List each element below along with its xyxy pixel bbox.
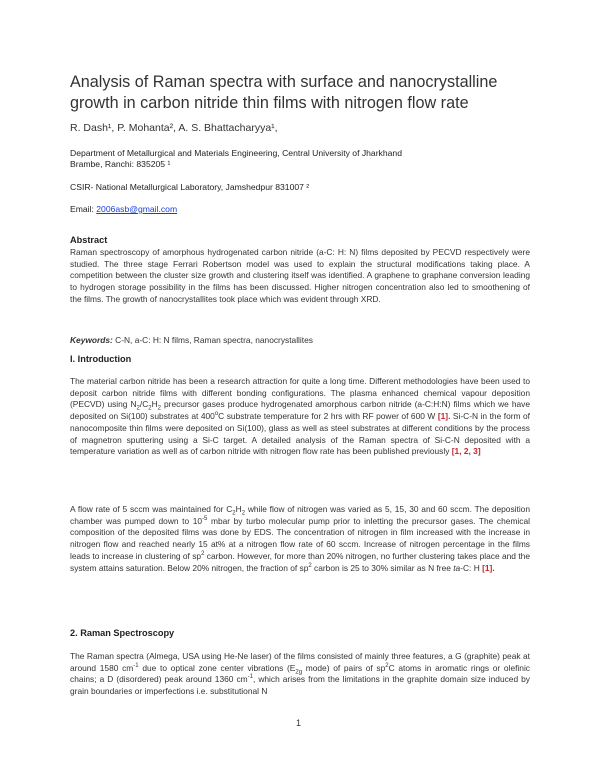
citation-1-2-3[interactable]: [1, 2, 3] <box>451 446 481 457</box>
keywords-label: Keywords: <box>70 335 113 345</box>
raman-paragraph: The Raman spectra (Almega, USA using He-Ne laser) of the films consisted of mainly three features, a G (graphite) peak at around 1580 $cm^{-1}$ due to optical zone center vibrations ($E_{2g}$ mode) of pairs of $sp^2C$ atoms in aromatic rings or olefinic chains; a D (disordered) peak around 1360 $cm^{-1}$, which arises from the limitations in the graphite domain size induced by grain boundaries or imperfections i.e. substitutional N <box>70 651 530 697</box>
keywords-line <box>70 335 313 345</box>
abstract-heading: Abstract <box>70 235 108 245</box>
email-label: Email: <box>70 204 97 214</box>
raman-heading: 2. Raman Spectroscopy <box>70 628 175 638</box>
affiliation-1 <box>70 148 402 171</box>
email-line <box>70 204 177 214</box>
paper-title: Analysis of Raman spectra with surface and nanocrystalline growth in carbon nitride thin films with nitrogen flow rate <box>70 73 498 112</box>
intro-paragraph-2: A flow rate of 5 sccm was maintained for $C_2H_2$ while flow of nitrogen was varied as 5, 15, 30 and 60 sccm. The deposition chamber was pumped down to $10^{-5}$ mbar by turbo molecular pump prior to inletting the precursor gases. The chemical composition of the deposited films was done by EDS. The concentration of nitrogen in film increased with the increase in nitrogen flow and reached nearly 15 at% at a nitrogen flow rate of 60 sccm. Increase of nitrogen percentage in the films leads to increase in clustering of $sp^2$ carbon. However, for more than 20% nitrogen, no further clustering takes place and the system attains saturation. Below 20% nitrogen, the fraction of $sp^2$ carbon is 25 to 30% similar as N free ta-C: H [1]. <box>70 504 530 573</box>
keywords-text: C-N, a-C: H: N films, Raman spectra, nanocrystallites <box>112 335 313 345</box>
abstract-text: Raman spectroscopy of amorphous hydrogenated carbon nitride (a-C: H: N) films deposited by PECVD respectively were studied. The three stage Ferrari Robertson model was used to explain the structural modifications taking place. A competition between the cluster size growth and clustering itself was identified. A graphene to graphane conversion leading to hydrogen storage possibility in the films has been discussed. Higher nitrogen concentration also led to smoothening of the films. The growth of nanocrystallites took place which was evident through XRD. <box>70 247 530 304</box>
citation-1[interactable]: [1]. <box>437 411 451 422</box>
intro-paragraph-1: The material carbon nitride has been a research attraction for quite a long time. Different methodologies have been used to deposit carbon nitride films with different bonding configurations. The plasma enhanced chemical vapour deposition (PECVD) using $N_2/C_2H_2$ precursor gases produce hydrogenated amorphous carbon nitride (a-C:H:N) films which we have deposited on Si(100) substrates at 400$^o$C substrate temperature for 2 hrs with RF power of 600 W [1]. Si-C-N in the form of nanocomposite thin films were deposited on Si(100), glass as well as steel substrates at different conditions by the process of magnetron sputtering using a Si-C target. A detailed analysis of the Raman spectra of Si-C-N deposited with a temperature variation as well as of carbon nitride with nitrogen flow rate has been published previously [1, 2, 3] <box>70 376 530 457</box>
page-number: 1 <box>296 718 302 728</box>
affiliation-1-line-2: Brambe, Ranchi: 835205 ¹ <box>70 159 171 170</box>
email-link[interactable]: 2006asb@gmail.com <box>96 204 178 214</box>
intro-heading: I. Introduction <box>70 354 132 364</box>
affiliation-1-line-1: Department of Metallurgical and Materials Engineering, Central University of Jharkhand <box>70 148 402 158</box>
author-list: R. Dash¹, P. Mohanta², A. S. Bhattacharyya¹, <box>70 122 278 134</box>
affiliation-2: CSIR- National Metallurgical Laboratory, Jamshedpur 831007 ² <box>70 182 310 192</box>
citation-1b[interactable]: [1]. <box>482 562 495 573</box>
